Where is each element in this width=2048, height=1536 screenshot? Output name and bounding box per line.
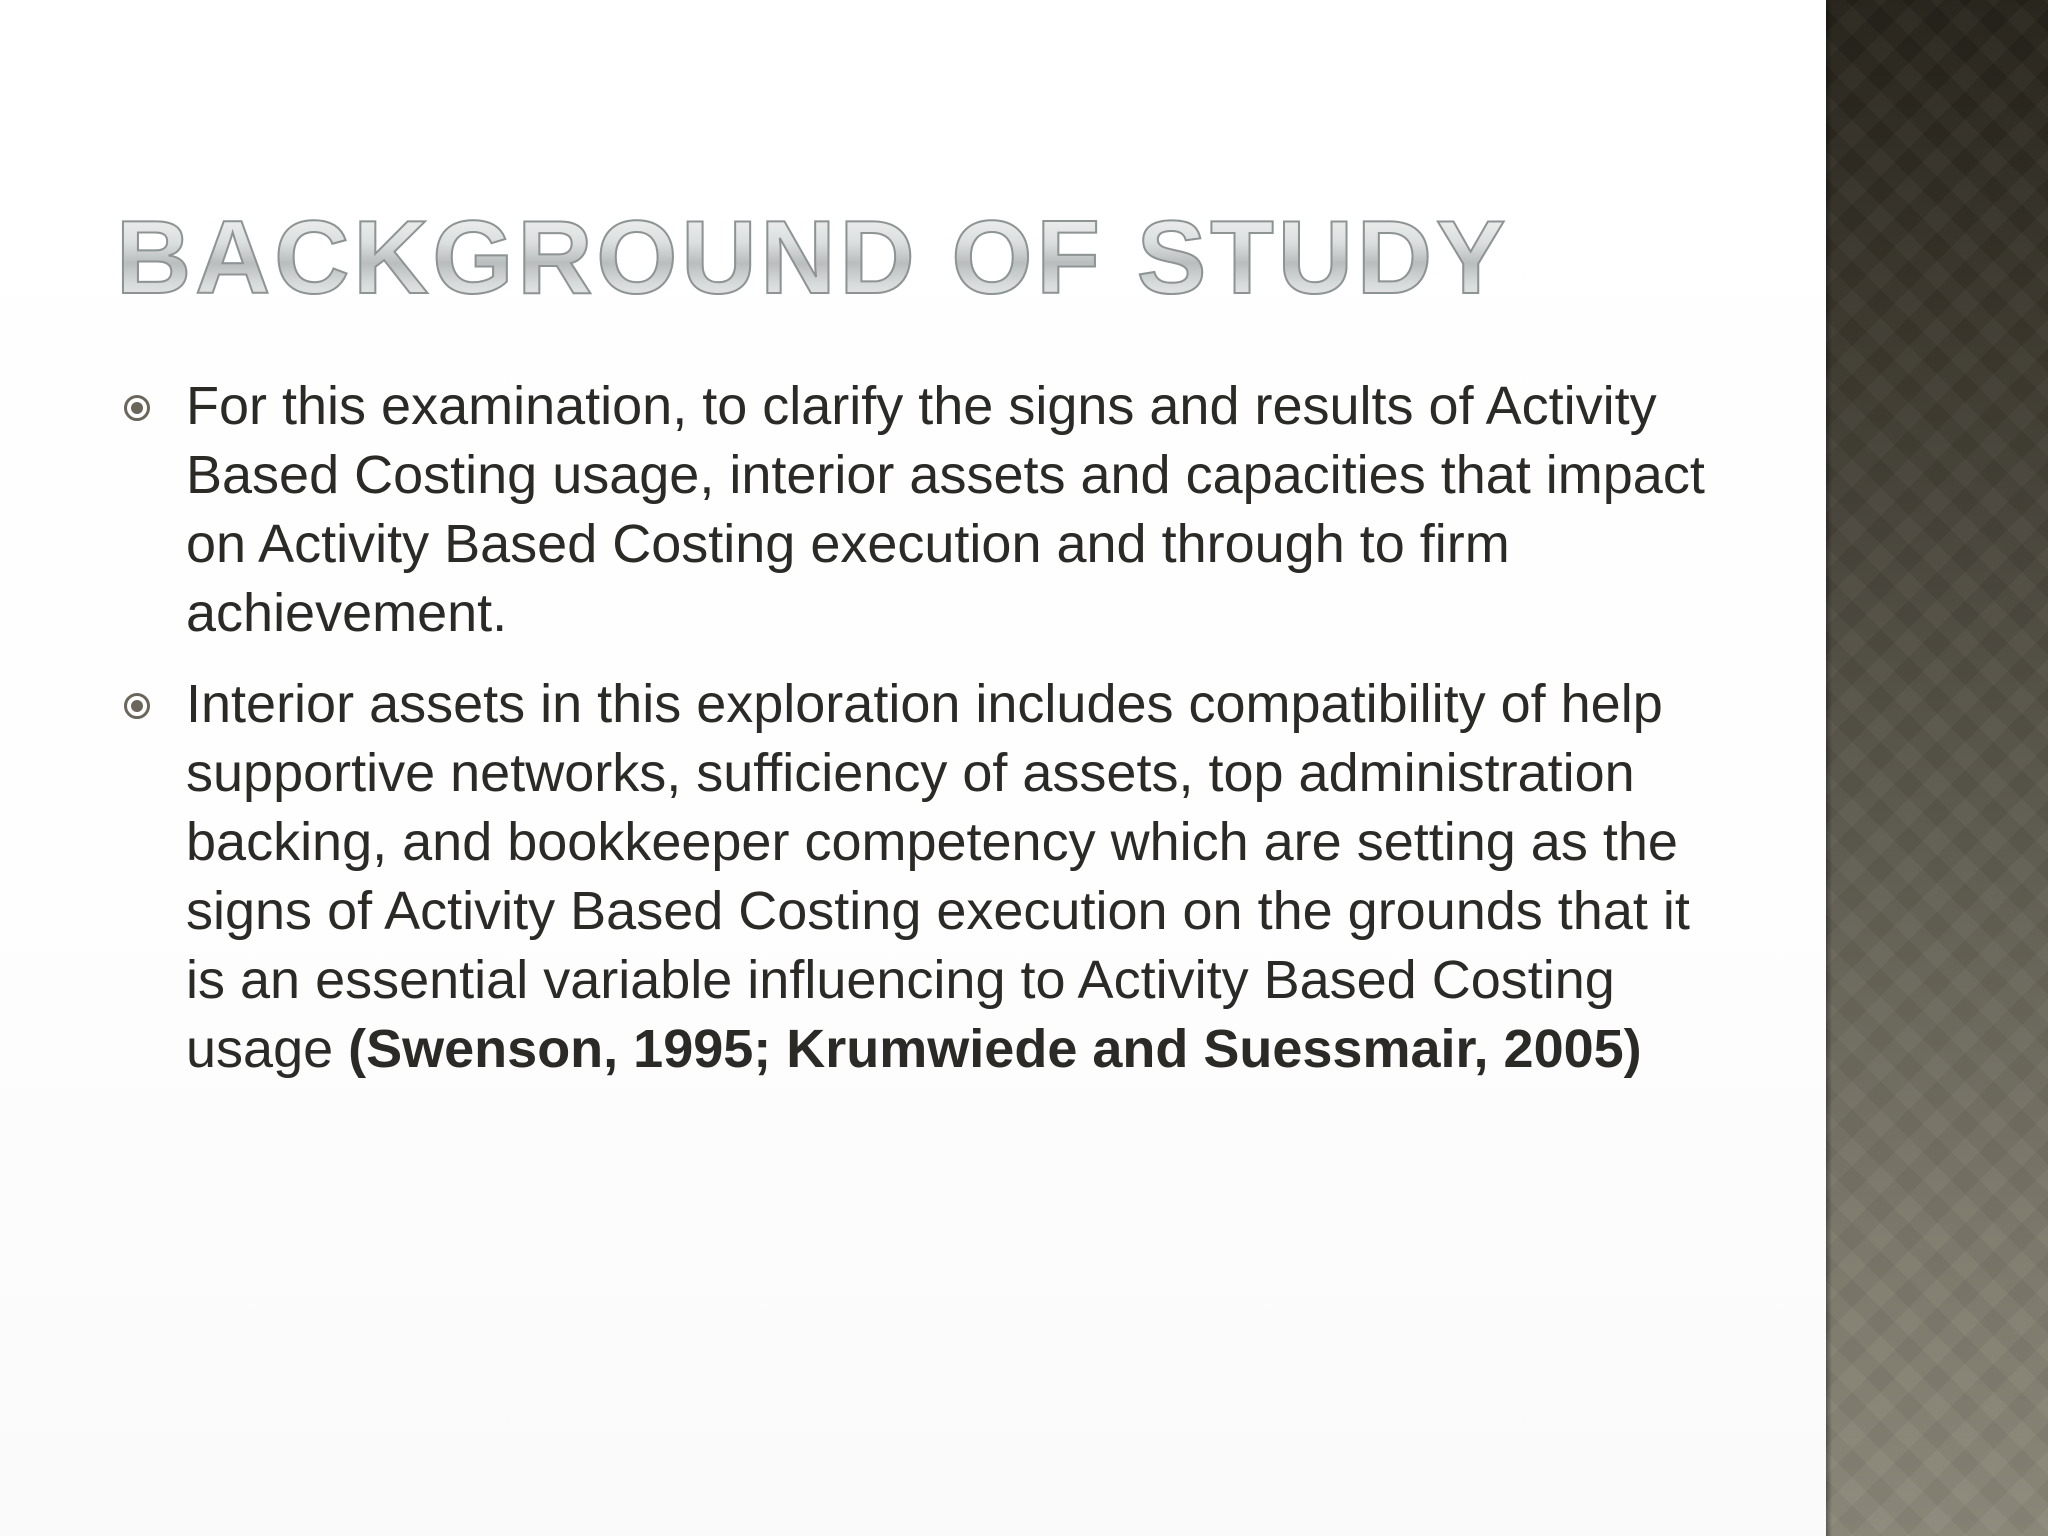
bullet-text-1: For this examination, to clarify the signs and results of Activity Based Costing usage, interior assets and capacities that impact on Activity Based Costing execution and through to firm achievement. bbox=[186, 376, 1705, 643]
circle-bullet-icon bbox=[124, 693, 150, 719]
slide-title: BACKGROUND OF STUDY bbox=[116, 200, 1510, 316]
bullet-citation: (Swenson, 1995; Krumwiede and Suessmair, 2005) bbox=[348, 1019, 1642, 1079]
decorative-side-panel bbox=[1826, 0, 2048, 1536]
bullet-item-1 bbox=[118, 372, 1718, 648]
bullet-text-2: Interior assets in this exploration includes compatibility of help supportive networks, sufficiency of assets, top administration backing, and bookkeeper competency which are setting as the signs of Activity Based Costing execution on the grounds that it is an essential variable influencing to Activity Based Costing usage bbox=[186, 674, 1690, 1079]
side-panel-shadow bbox=[1826, 0, 1832, 1536]
circle-bullet-icon bbox=[124, 395, 150, 421]
bullet-list bbox=[118, 372, 1718, 1106]
bullet-item-2 bbox=[118, 670, 1718, 1084]
